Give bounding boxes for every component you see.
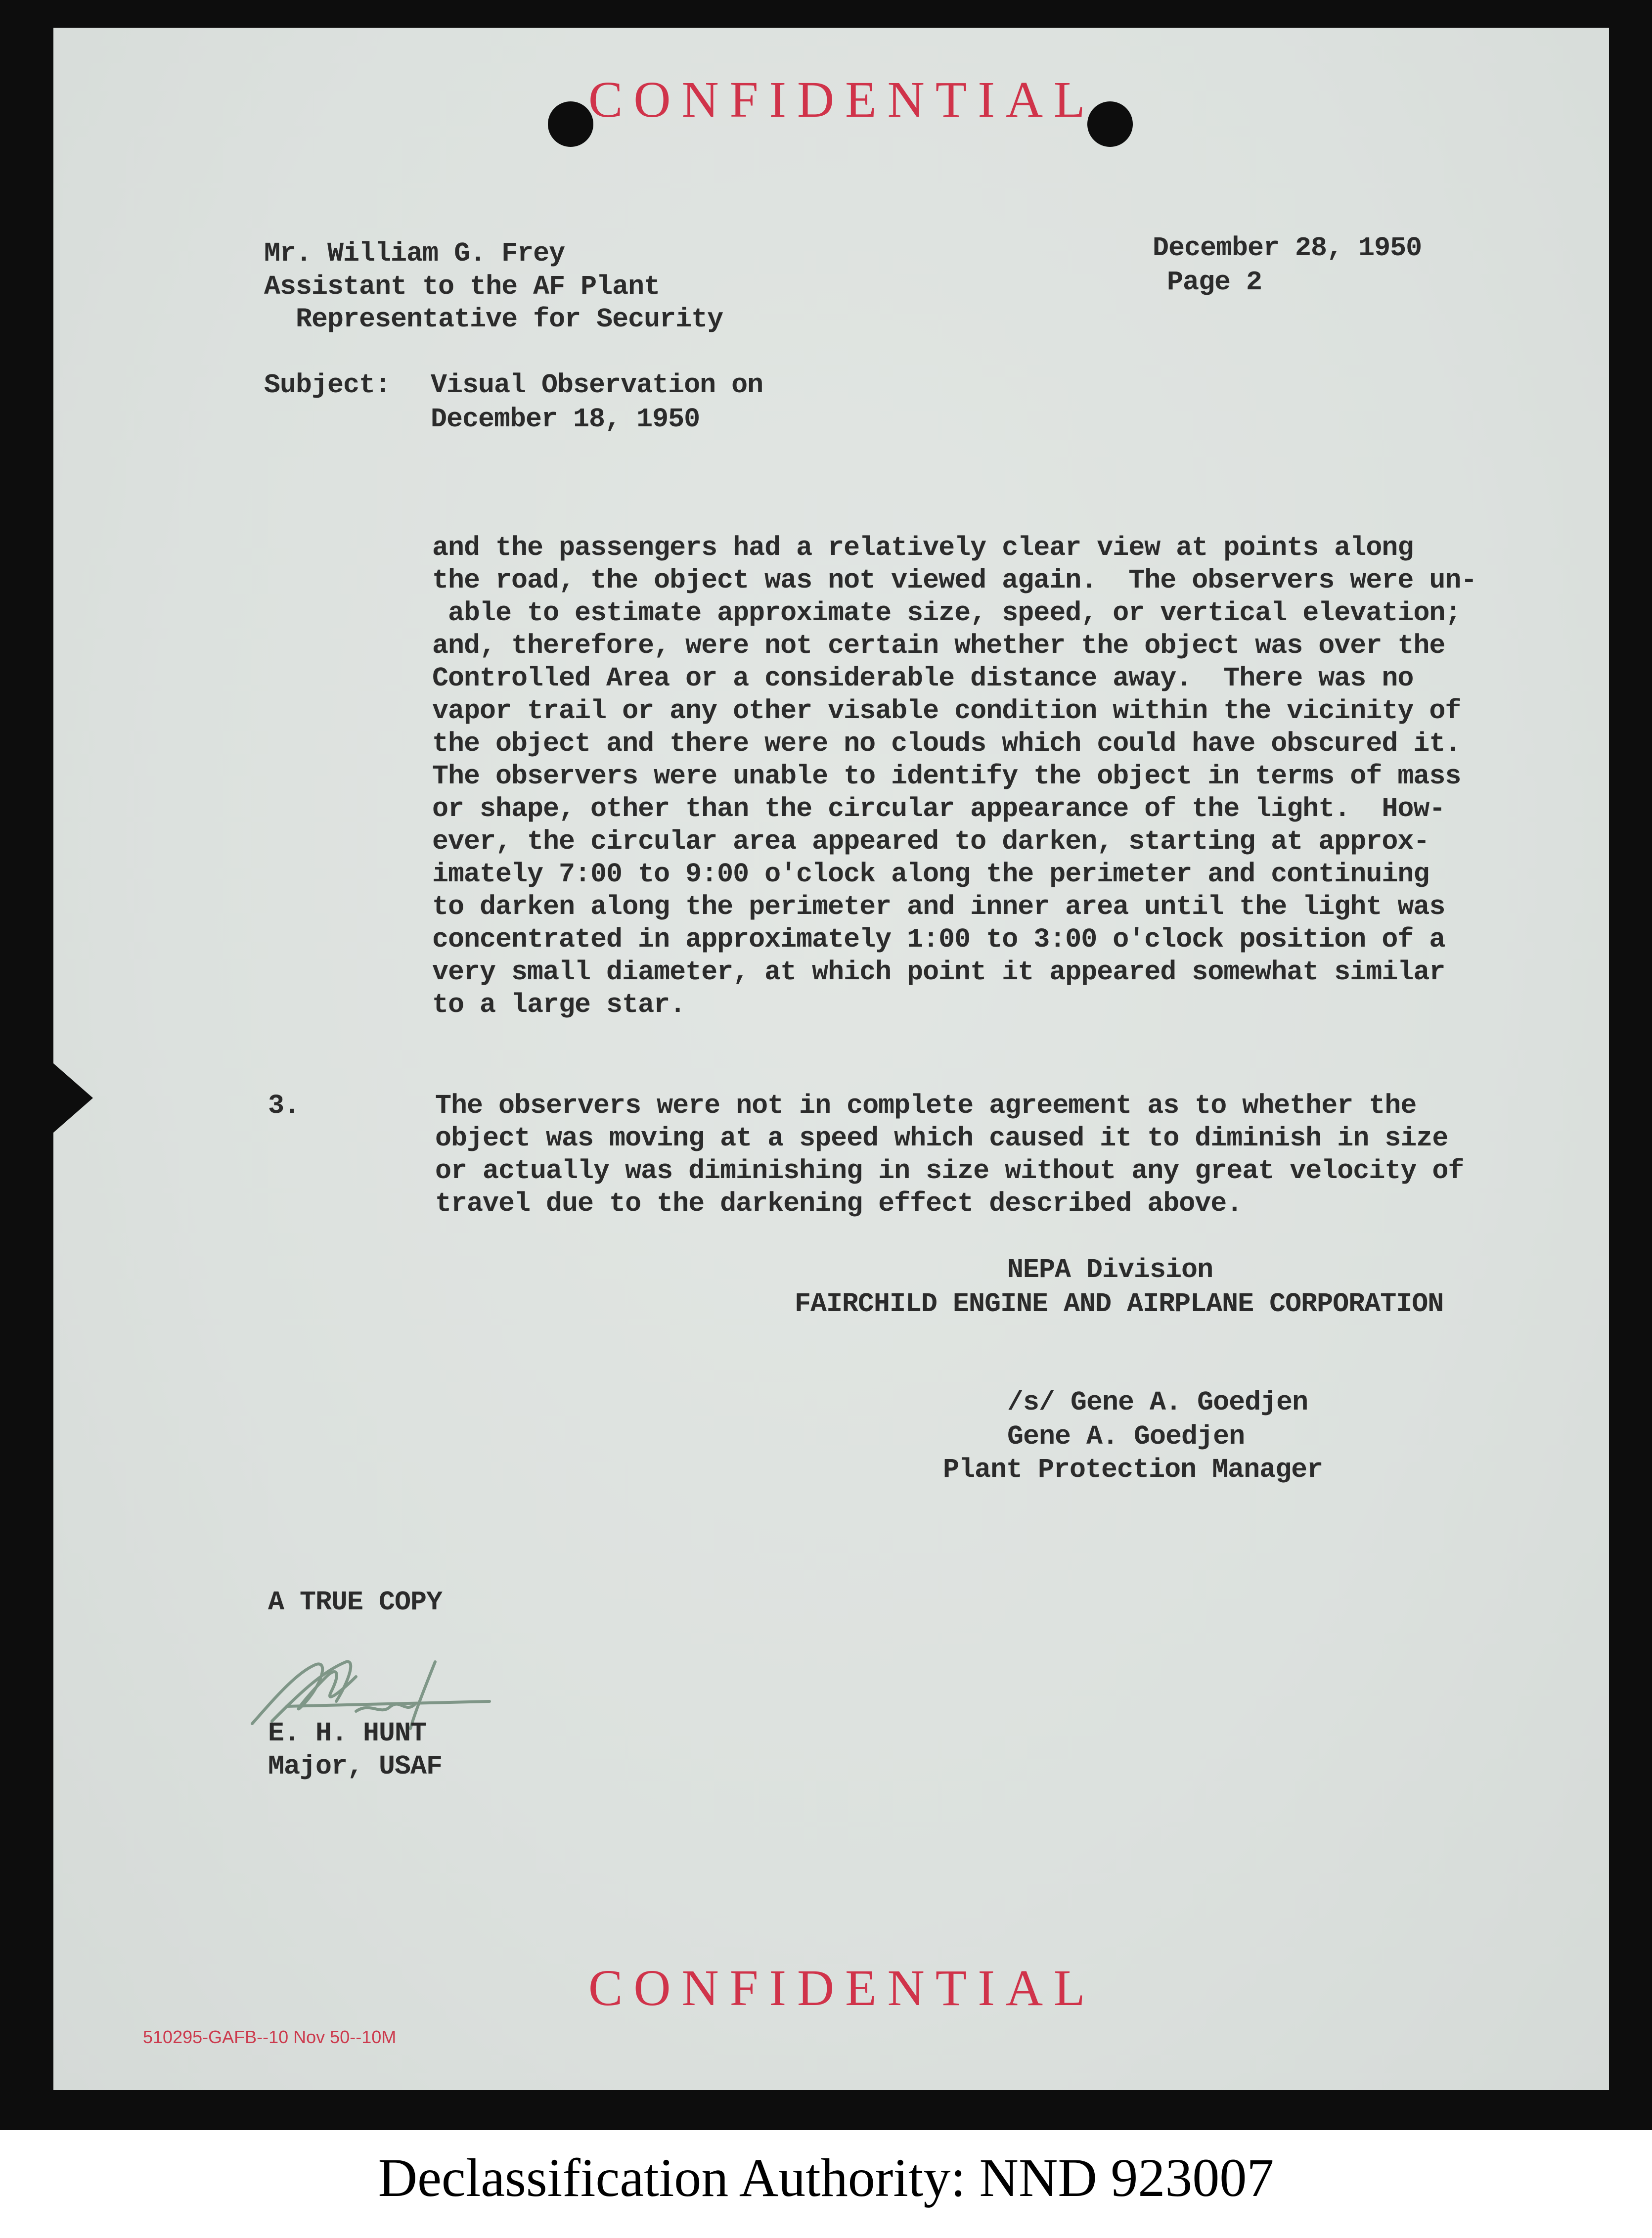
paragraph-3 bbox=[435, 1090, 1464, 1220]
body-line: travel due to the darkening effect described above. bbox=[435, 1188, 1243, 1219]
body-line: to a large star. bbox=[432, 989, 686, 1020]
corporation: FAIRCHILD ENGINE AND AIRPLANE CORPORATION bbox=[795, 1288, 1444, 1320]
signer-name: Gene A. Goedjen bbox=[1007, 1421, 1245, 1452]
classification-top: CONFIDENTIAL bbox=[588, 71, 1096, 128]
body-line: able to estimate approximate size, speed, or vertical elevation; bbox=[432, 597, 1461, 629]
form-code: 510295-GAFB--10 Nov 50--10M bbox=[143, 2027, 397, 2047]
body-line: the road, the object was not viewed again. The observers were un- bbox=[432, 565, 1477, 596]
body-line: or actually was diminishing in size without any great velocity of bbox=[435, 1155, 1464, 1187]
subject-line: December 18, 1950 bbox=[431, 404, 700, 435]
paragraph-number: 3. bbox=[268, 1090, 300, 1121]
body-line: the object and there were no clouds which could have obscured it. bbox=[432, 728, 1461, 759]
signer-title: Plant Protection Manager bbox=[943, 1454, 1323, 1485]
recipient-line: Representative for Security bbox=[264, 304, 723, 335]
punch-hole-left bbox=[548, 101, 593, 147]
body-line: The observers were unable to identify the object in terms of mass bbox=[432, 761, 1461, 792]
subject-line: Visual Observation on bbox=[431, 369, 763, 401]
signature-line: /s/ Gene A. Goedjen bbox=[1007, 1387, 1308, 1418]
body-line: Controlled Area or a considerable distance away. There was no bbox=[432, 663, 1414, 694]
body-line: The observers were not in complete agreement as to whether the bbox=[435, 1090, 1417, 1121]
letter-date: December 28, 1950 bbox=[1153, 232, 1422, 264]
certifier-name: E. H. HUNT bbox=[268, 1718, 427, 1749]
recipient-line: Mr. William G. Frey bbox=[264, 238, 565, 269]
certifier-title: Major, USAF bbox=[268, 1751, 443, 1782]
paper-tear bbox=[53, 1063, 93, 1133]
body-line: concentrated in approximately 1:00 to 3:00 o'clock position of a bbox=[432, 924, 1445, 955]
body-line: very small diameter, at which point it appeared somewhat similar bbox=[432, 957, 1445, 988]
body-line: or shape, other than the circular appearance of the light. How- bbox=[432, 793, 1445, 824]
body-line: to darken along the perimeter and inner area until the light was bbox=[432, 891, 1445, 922]
body-line: ever, the circular area appeared to darken, starting at approx- bbox=[432, 826, 1429, 857]
subject-label: Subject: bbox=[264, 369, 391, 401]
body-line: vapor trail or any other visable condition within the vicinity of bbox=[432, 695, 1461, 727]
body-line: object was moving at a speed which caused it to diminish in size bbox=[435, 1123, 1448, 1154]
body-line: and, therefore, were not certain whether the object was over the bbox=[432, 630, 1445, 661]
declassification-caption: Declassification Authority: NND 923007 bbox=[378, 2147, 1274, 2208]
true-copy-label: A TRUE COPY bbox=[268, 1587, 443, 1618]
classification-bottom: CONFIDENTIAL bbox=[588, 1960, 1096, 2016]
paragraph-continued bbox=[432, 532, 1476, 1021]
page-number: Page 2 bbox=[1167, 267, 1262, 298]
body-line: and the passengers had a relatively clear view at points along bbox=[432, 532, 1414, 563]
body-line: imately 7:00 to 9:00 o'clock along the perimeter and continuing bbox=[432, 859, 1429, 890]
recipient-line: Assistant to the AF Plant bbox=[264, 271, 660, 302]
division: NEPA Division bbox=[1007, 1254, 1213, 1285]
